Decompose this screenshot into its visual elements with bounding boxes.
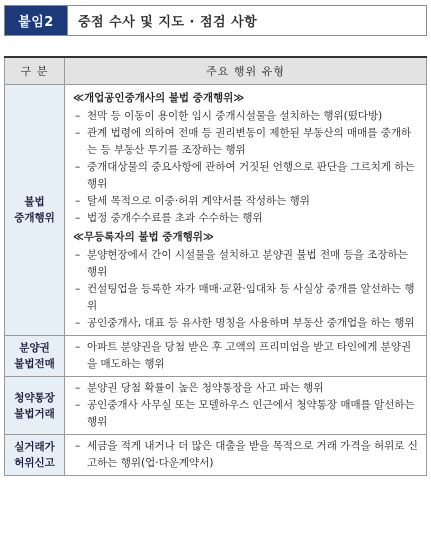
behavior-list [73, 339, 420, 373]
row-content [65, 85, 427, 336]
attachment-badge: 붙임2 [5, 6, 67, 35]
list-item: – 관계 법령에 의하여 전매 등 권리변동이 제한된 부동산의 매매를 중개하는 등 부동산 투기를 조장하는 행위 [73, 125, 420, 159]
row-category [5, 435, 65, 476]
group-title: ≪개업공인중개사의 불법 중개행위≫ [73, 92, 245, 104]
behavior-list [73, 108, 420, 227]
table-row [5, 435, 427, 476]
row-category [5, 85, 65, 336]
behavior-list [73, 380, 420, 431]
inspection-table [4, 56, 427, 476]
list-item: – 아파트 분양권을 당첨 받은 후 고액의 프리미엄을 받고 타인에게 분양권을 매도하는 행위 [73, 339, 420, 373]
category-label-line: 실거래가 [14, 441, 55, 453]
row-content [65, 336, 427, 377]
table-header-row [5, 57, 427, 85]
behavior-list [73, 438, 420, 472]
category-label-line: 청약통장 [14, 391, 55, 404]
page-title: 중점 수사 및 지도 · 점검 사항 [67, 6, 426, 35]
category-label-line: 불법전매 [14, 358, 55, 370]
list-item: – 탈세 목적으로 이중·허위 계약서를 작성하는 행위 [73, 193, 420, 210]
list-item: – 세금을 적게 내거나 더 많은 대출을 받을 목적으로 거래 가격을 허위로 신고하는 행위(업·다운계약서) [73, 438, 420, 472]
column-header-category: 구 분 [5, 57, 65, 85]
list-item: – 공인중개사, 대표 등 유사한 명칭을 사용하며 부동산 중개업을 하는 행위 [73, 315, 420, 332]
row-category [5, 336, 65, 377]
row-category [5, 377, 65, 435]
list-item: – 컨설팅업을 등록한 자가 매매·교환·임대차 등 사실상 중개를 알선하는 행위 [73, 281, 420, 315]
list-item: – 분양권 당첨 확률이 높은 청약통장을 사고 파는 행위 [73, 380, 420, 397]
list-item: – 공인중개사 사무실 또는 모델하우스 인근에서 청약통장 매매를 알선하는 행위 [73, 397, 420, 431]
table-row [5, 336, 427, 377]
row-content [65, 377, 427, 435]
category-label-line: 불법 [24, 196, 45, 208]
row-content [65, 435, 427, 476]
category-label-line: 허위신고 [14, 457, 55, 469]
document-header [4, 5, 427, 36]
list-item: – 분양현장에서 간이 시설물을 설치하고 분양권 불법 전매 등을 조장하는 행위 [73, 247, 420, 281]
group-title: ≪무등록자의 불법 중개행위≫ [73, 231, 214, 243]
category-label-line: 불법거래 [14, 407, 55, 420]
category-label-line: 중개행위 [14, 212, 55, 224]
list-item: – 법정 중개수수료를 초과 수수하는 행위 [73, 210, 420, 227]
table-row [5, 85, 427, 336]
list-item: – 천막 등 이동이 용이한 임시 중개시설물을 설치하는 행위(떴다방) [73, 108, 420, 125]
column-header-types: 주요 행위 유형 [65, 57, 427, 85]
category-label-line: 분양권 [19, 342, 50, 354]
table-row [5, 377, 427, 435]
behavior-list [73, 247, 420, 332]
list-item: – 중개대상물의 중요사항에 관하여 거짓된 언행으로 판단을 그르치게 하는 행위 [73, 159, 420, 193]
